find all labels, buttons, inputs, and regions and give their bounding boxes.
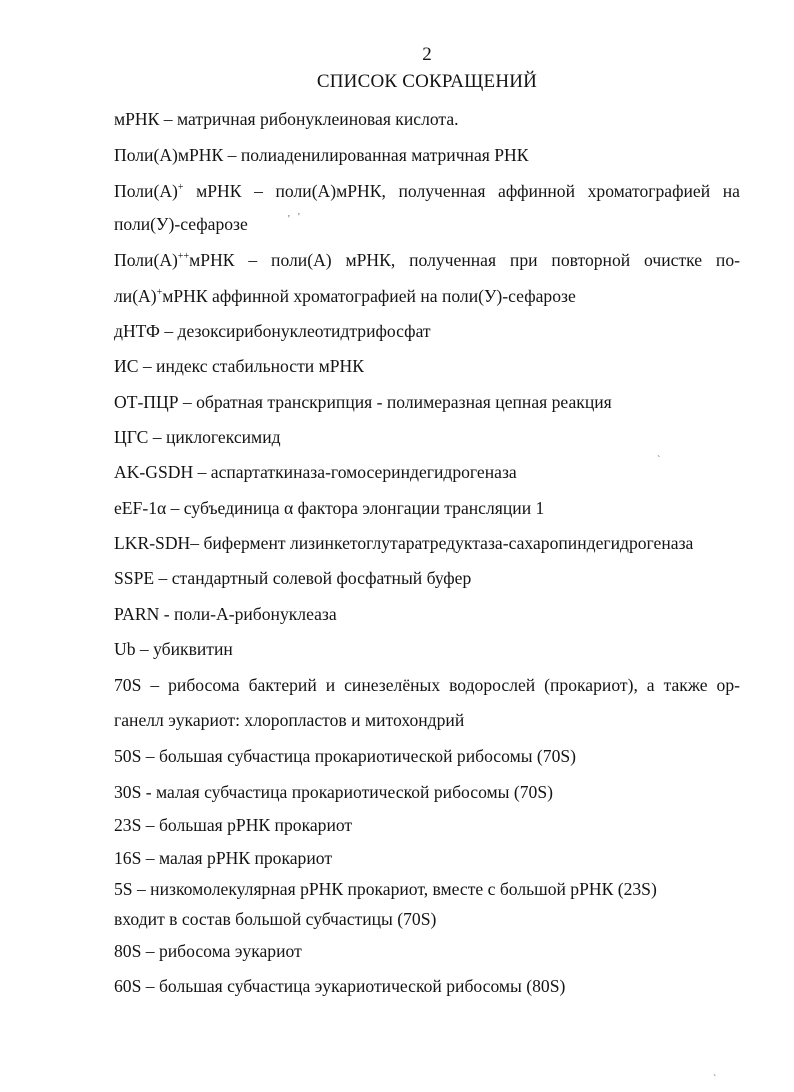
- superscript: +: [177, 182, 184, 194]
- line-text: мРНК – поли(А)мРНК, полученная аффинной хроматографией на: [183, 181, 740, 201]
- superscript: +: [156, 287, 163, 299]
- list-line: дНТФ – дезоксирибонуклеотидтрифосфат: [114, 321, 431, 341]
- list-line: входит в состав большой субчастицы (70S): [114, 909, 437, 929]
- line-text: ли(А): [114, 286, 157, 306]
- list-line: поли(У)-сефарозе: [114, 214, 248, 234]
- list-line: Поли(А)мРНК – полиаденилированная матричная РНК: [114, 145, 529, 165]
- list-line: 16S – малая рРНК прокариот: [114, 848, 333, 868]
- list-line: Ub – убиквитин: [114, 639, 233, 659]
- superscript: ++: [177, 251, 190, 263]
- list-line: 80S – рибосома эукариот: [114, 941, 302, 961]
- list-line: 23S – большая рРНК прокариот: [114, 815, 353, 835]
- list-line: PARN - поли-А-рибонуклеаза: [114, 604, 337, 624]
- list-line: 5S – низкомолекулярная рРНК прокариот, вместе с большой рРНК (23S): [114, 879, 657, 899]
- list-line: 70S – рибосома бактерий и синезелёных водорослей (прокариот), а также ор-: [114, 675, 740, 695]
- line-text: Поли(А): [114, 250, 178, 270]
- scan-speck: `: [657, 455, 661, 466]
- list-line: ОТ-ПЦР – обратная транскрипция - полимеразная цепная реакция: [114, 392, 612, 412]
- scan-speck: ': [298, 212, 300, 223]
- list-line: 60S – большая субчастица эукариотической рибосомы (80S): [114, 976, 566, 996]
- list-line: [114, 249, 740, 271]
- line-text: мРНК – поли(А) мРНК, полученная при повторной очистке по-: [189, 250, 740, 270]
- scan-speck: ': [288, 214, 290, 225]
- list-line: AK-GSDH – аспартаткиназа-гомосериндегидрогеназа: [114, 462, 517, 482]
- list-line: eEF-1α – субъединица α фактора элонгации трансляции 1: [114, 498, 545, 518]
- line-text: Поли(А): [114, 181, 178, 201]
- scan-speck: `: [713, 1074, 717, 1085]
- list-line: SSPE – стандартный солевой фосфатный буфер: [114, 568, 472, 588]
- page-title: СПИСОК СОКРАЩЕНИЙ: [316, 71, 538, 92]
- list-line: 30S - малая субчастица прокариотической рибосомы (70S): [114, 782, 553, 802]
- list-line: LKR-SDH– бифермент лизинкетоглутаратредуктаза-сахаропиндегидрогеназа: [114, 533, 694, 553]
- page-number: 2: [422, 44, 432, 65]
- list-line: ганелл эукариот: хлоропластов и митохондрий: [114, 710, 465, 730]
- list-line: ИС – индекс стабильности мРНК: [114, 356, 364, 376]
- list-line: 50S – большая субчастица прокариотической рибосомы (70S): [114, 746, 577, 766]
- list-line: [114, 180, 740, 202]
- line-text: мРНК аффинной хроматографией на поли(У)-сефарозе: [162, 286, 576, 306]
- list-line: мРНК – матричная рибонуклеиновая кислота.: [114, 109, 459, 129]
- list-line: ЦГС – циклогексимид: [114, 427, 281, 447]
- list-line: [114, 285, 576, 307]
